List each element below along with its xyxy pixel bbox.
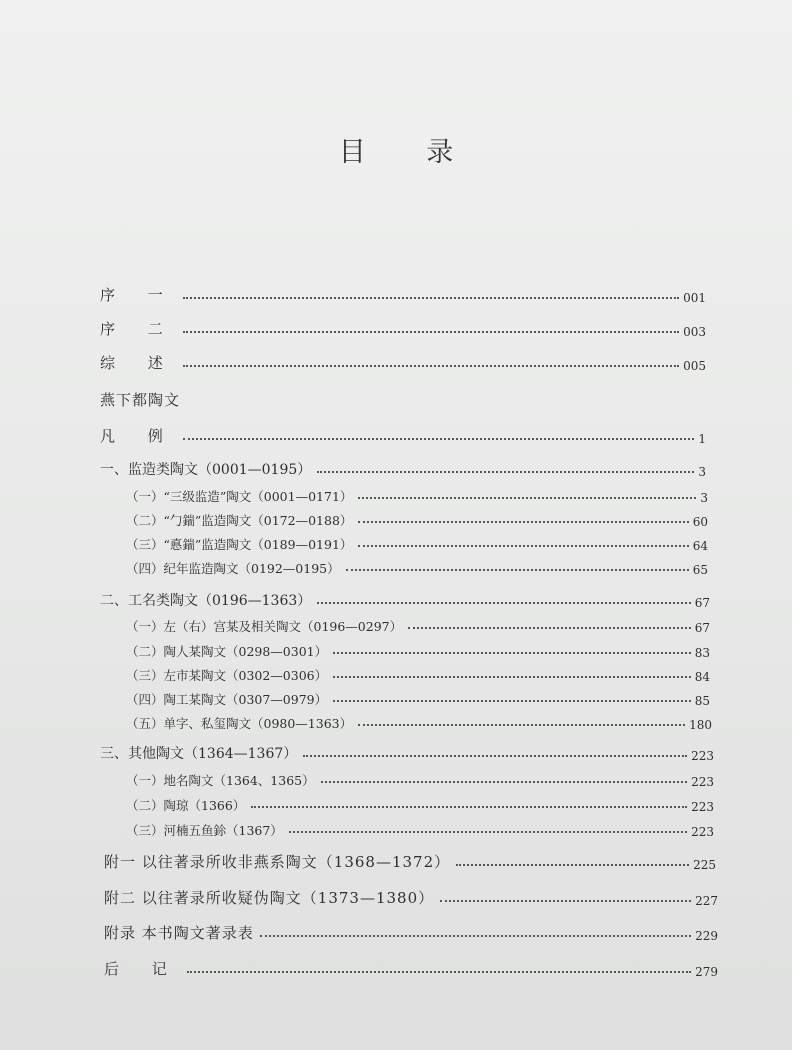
toc-page-number: 180	[689, 718, 712, 732]
toc-label: 序 一	[100, 286, 177, 304]
toc-page-number: 223	[691, 825, 714, 839]
toc-label: （二）陶琼（1366）	[126, 798, 246, 813]
toc-page-number: 65	[692, 563, 708, 577]
leader-dots	[333, 676, 691, 678]
toc-entry[interactable]	[126, 796, 714, 814]
leader-dots	[289, 831, 687, 833]
toc-page-number: 005	[683, 359, 706, 373]
leader-dots	[303, 755, 687, 757]
toc-page-number: 60	[692, 515, 708, 529]
toc-label: （二）“勹鍴”监造陶文（0172—0188）	[126, 513, 353, 528]
toc-label: 附录 本书陶文著录表	[104, 924, 254, 942]
toc-entry[interactable]	[104, 887, 718, 908]
toc-page-number: 84	[694, 670, 710, 684]
toc-entry[interactable]	[104, 922, 718, 943]
toc-entry[interactable]	[104, 851, 716, 872]
toc-label: （四）纪年监造陶文（0192—0195）	[126, 561, 340, 576]
toc-label: 附二 以往著录所收疑伪陶文（1373—1380）	[104, 889, 435, 907]
toc-label: 综 述	[100, 354, 177, 372]
toc-page-number: 85	[694, 694, 710, 708]
leader-dots	[260, 935, 691, 937]
toc-page-number: 279	[695, 965, 718, 979]
toc-page-number: 3	[700, 491, 708, 505]
toc-section-heading[interactable]	[100, 389, 400, 410]
toc-page-number: 003	[683, 325, 706, 339]
leader-dots	[440, 900, 691, 902]
leader-dots	[183, 297, 679, 299]
page-title: 目 录	[338, 137, 480, 168]
leader-dots	[251, 806, 687, 808]
toc-label: 凡 例	[100, 427, 177, 445]
leader-dots	[333, 652, 691, 654]
toc-entry[interactable]	[100, 425, 706, 446]
toc-label: 序 二	[100, 320, 177, 338]
toc-label: （一）左（右）宫某及相关陶文（0196—0297）	[126, 619, 403, 634]
leader-dots	[333, 700, 691, 702]
leader-dots	[317, 602, 690, 604]
toc-page-number: 67	[694, 596, 710, 610]
toc-page-number: 001	[683, 291, 706, 305]
leader-dots	[358, 521, 688, 523]
toc-entry[interactable]	[126, 771, 714, 789]
toc-entry[interactable]	[126, 535, 708, 553]
toc-label: （一）“三级监造”陶文（0001—0171）	[126, 489, 353, 504]
leader-dots	[183, 438, 695, 440]
toc-entry[interactable]	[100, 352, 706, 373]
toc-page-number: 225	[693, 858, 716, 872]
toc-label: 后 记	[104, 960, 181, 978]
toc-label: （二）陶人某陶文（0298—0301）	[126, 644, 328, 659]
toc-entry[interactable]	[126, 666, 710, 684]
toc-page-number: 227	[695, 894, 718, 908]
toc-page-number: 83	[694, 646, 710, 660]
toc-page-number: 223	[691, 800, 714, 814]
toc-page-number: 64	[692, 539, 708, 553]
toc-page-number: 67	[694, 621, 710, 635]
leader-dots	[358, 724, 685, 726]
leader-dots	[183, 331, 679, 333]
toc-entry[interactable]	[100, 318, 706, 339]
leader-dots	[321, 781, 687, 783]
toc-label: 燕下都陶文	[100, 391, 181, 409]
toc-page-number: 3	[698, 465, 706, 479]
toc-label: 三、其他陶文（1364—1367）	[100, 746, 298, 762]
toc-entry[interactable]	[126, 821, 714, 839]
leader-dots	[358, 545, 688, 547]
leader-dots	[187, 971, 691, 973]
toc-entry[interactable]	[104, 958, 718, 979]
leader-dots	[456, 864, 689, 866]
toc-label: 一、监造类陶文（0001—0195）	[100, 462, 312, 478]
toc-entry[interactable]	[126, 511, 708, 529]
toc-entry[interactable]	[100, 743, 714, 763]
toc-entry[interactable]	[126, 690, 710, 708]
leader-dots	[183, 365, 679, 367]
toc-label: 附一 以往著录所收非燕系陶文（1368—1372）	[104, 853, 451, 871]
toc-entry[interactable]	[126, 559, 708, 577]
toc-entry[interactable]	[126, 487, 708, 505]
toc-label: （四）陶工某陶文（0307—0979）	[126, 692, 328, 707]
toc-page-number: 1	[698, 432, 706, 446]
toc-label: （三）河楠五鱼鉩（1367）	[126, 823, 283, 838]
toc-entry[interactable]	[100, 459, 706, 479]
leader-dots	[408, 627, 691, 629]
leader-dots	[358, 497, 696, 499]
toc-entry[interactable]	[126, 617, 710, 635]
leader-dots	[317, 471, 694, 473]
toc-entry[interactable]	[100, 590, 710, 610]
toc-page-number: 223	[691, 775, 714, 789]
toc-label: （三）“悳鍴”监造陶文（0189—0191）	[126, 537, 353, 552]
toc-page-number: 229	[695, 929, 718, 943]
toc-label: （一）地名陶文（1364、1365）	[126, 773, 315, 788]
toc-entry[interactable]	[126, 714, 712, 732]
toc-entry[interactable]	[100, 284, 706, 305]
toc-entry[interactable]	[126, 642, 710, 660]
toc-label: 二、工名类陶文（0196—1363）	[100, 593, 312, 609]
leader-dots	[346, 569, 689, 571]
toc-label: （五）单字、私玺陶文（0980—1363）	[126, 716, 353, 731]
toc-page-number: 223	[691, 749, 714, 763]
toc-label: （三）左市某陶文（0302—0306）	[126, 668, 328, 683]
